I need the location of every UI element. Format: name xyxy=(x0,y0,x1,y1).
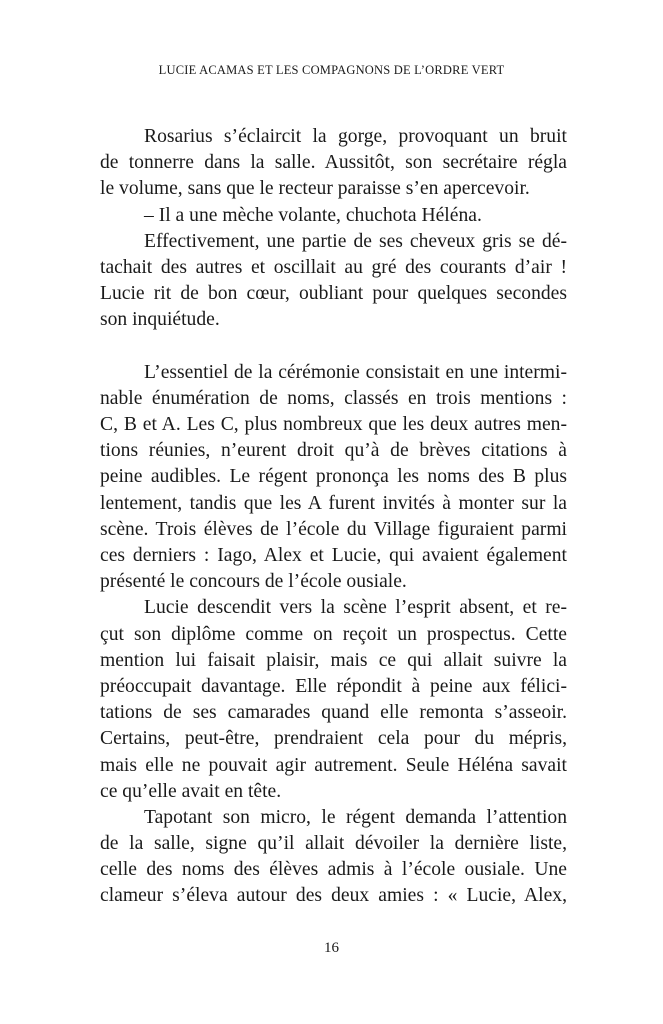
text-line: Lucie descendit vers la scène l’esprit absent, et re- xyxy=(144,597,567,619)
text-line: de tonnerre dans la salle. Aussitôt, son secrétaire régla xyxy=(100,152,567,174)
text-line: lentement, tandis que les A furent invités à monter sur la xyxy=(100,492,567,514)
text-line: ces derniers : Iago, Alex et Lucie, qui avaient également xyxy=(100,545,567,566)
text-line: présenté le concours de l’école ousiale. xyxy=(100,571,407,593)
text-line: Certains, peut-être, prendraient cela pour du mépris, xyxy=(100,728,567,750)
text-line: de la salle, signe qu’il allait dévoiler la dernière liste, xyxy=(100,833,567,855)
text-line: Rosarius s’éclaircit la gorge, provoquant un bruit xyxy=(144,126,567,147)
text-line: tachait des autres et oscillait au gré des courants d’air ! xyxy=(100,256,567,278)
page-number: 16 xyxy=(324,940,339,956)
text-line: Lucie rit de bon cœur, oubliant pour quelques secondes xyxy=(100,283,567,305)
text-line: son inquiétude. xyxy=(100,309,220,331)
text-line: L’essentiel de la cérémonie consistait en une intermi- xyxy=(144,361,567,383)
text-line: C, B et A. Les C, plus nombreux que les deux autres men- xyxy=(100,414,567,436)
text-line: mais elle ne pouvait agir autrement. Seule Héléna savait xyxy=(100,754,567,776)
section-break xyxy=(100,334,567,360)
running-head: LUCIE ACAMAS ET LES COMPAGNONS DE L’ORDRE VERT xyxy=(158,63,505,77)
text-line: tions réunies, n’eurent droit qu’à de brèves citations à xyxy=(100,440,567,462)
text-line: préoccupait davantage. Elle répondit à peine aux félici- xyxy=(100,675,567,697)
text-line: le volume, sans que le recteur paraisse s’en apercevoir. xyxy=(100,178,530,200)
body-text xyxy=(100,124,567,910)
text-line: clameur s’éleva autour des deux amies : « Lucie, Alex, xyxy=(100,885,567,907)
dialogue-line: – Il a une mèche volante, chuchota Héléna. xyxy=(144,204,482,226)
text-line: mention lui faisait plaisir, mais ce qui allait suivre la xyxy=(100,649,567,671)
text-line: nable énumération de noms, classés en trois mentions : xyxy=(100,387,567,409)
text-line: Effectivement, une partie de ses cheveux gris se dé- xyxy=(144,230,567,252)
text-line: celle des noms des élèves admis à l’école ousiale. Une xyxy=(100,859,567,881)
text-line: peine audibles. Le régent prononça les noms des B plus xyxy=(100,466,567,488)
text-line: scène. Trois élèves de l’école du Village figuraient parmi xyxy=(100,518,567,540)
text-line: çut son diplôme comme on reçoit un prospectus. Cette xyxy=(100,623,567,645)
text-line: ce qu’elle avait en tête. xyxy=(100,780,282,802)
text-line: tations de ses camarades quand elle remonta s’asseoir. xyxy=(100,702,567,724)
text-line: Tapotant son micro, le régent demanda l’attention xyxy=(144,806,567,828)
